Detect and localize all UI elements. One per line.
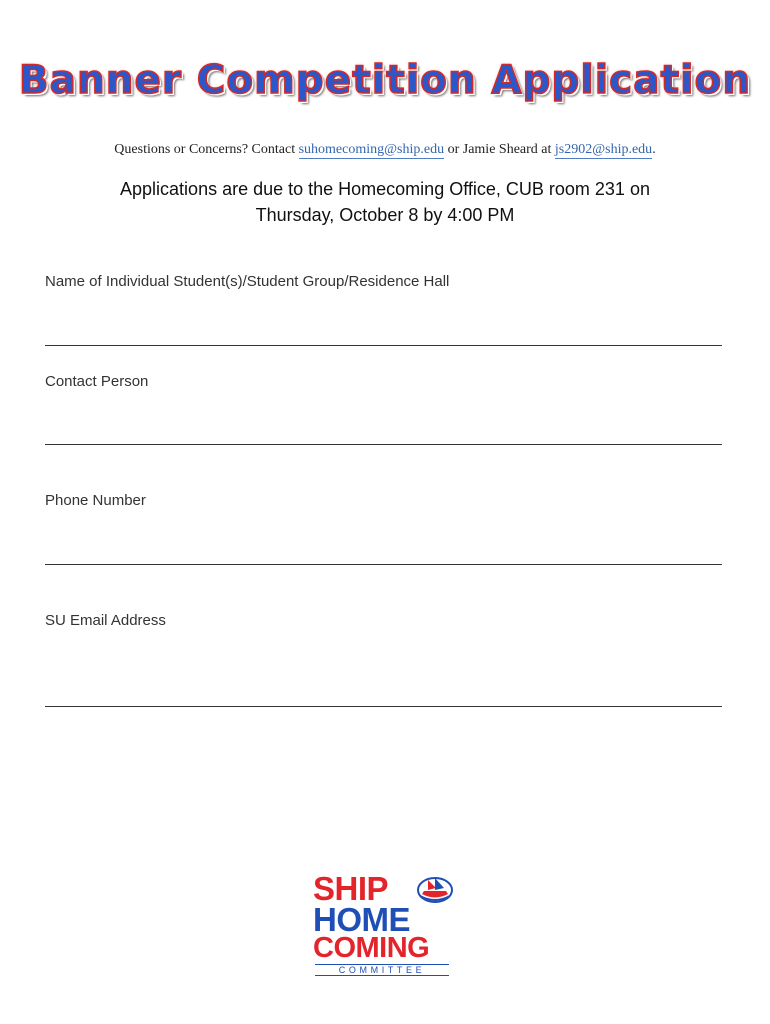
logo-committee-text: COMMITTEE (315, 964, 449, 976)
logo-home-text: HOME (313, 901, 410, 938)
name-field-label: Name of Individual Student(s)/Student Group/Residence Hall (45, 273, 450, 290)
ship-icon (416, 874, 454, 904)
phone-number-line[interactable] (45, 564, 722, 565)
due-line-1: Applications are due to the Homecoming Office, CUB room 231 on (120, 179, 650, 199)
contact-person-label: Contact Person (45, 373, 149, 390)
email-address-line[interactable] (45, 706, 722, 707)
name-field-line[interactable] (45, 345, 722, 346)
contact-prefix: Questions or Concerns? Contact (114, 142, 296, 157)
page-title: Banner Competition Application (18, 58, 752, 103)
contact-middle: or Jamie Sheard at (447, 142, 552, 157)
email-address-label: SU Email Address (45, 612, 166, 629)
contact-person-line[interactable] (45, 444, 722, 445)
email-link-js2902[interactable]: js2902@ship.edu (554, 142, 653, 157)
logo-coming-text: COMING (313, 932, 430, 964)
ship-homecoming-logo (313, 872, 458, 977)
logo-ship-text: SHIP (313, 870, 389, 907)
email-link-suhomecoming[interactable]: suhomecoming@ship.edu (298, 142, 445, 157)
contact-suffix: . (652, 142, 656, 157)
due-line-2: Thursday, October 8 by 4:00 PM (255, 205, 515, 225)
phone-number-label: Phone Number (45, 492, 146, 509)
contact-line (0, 142, 770, 158)
due-date-notice (0, 176, 770, 228)
